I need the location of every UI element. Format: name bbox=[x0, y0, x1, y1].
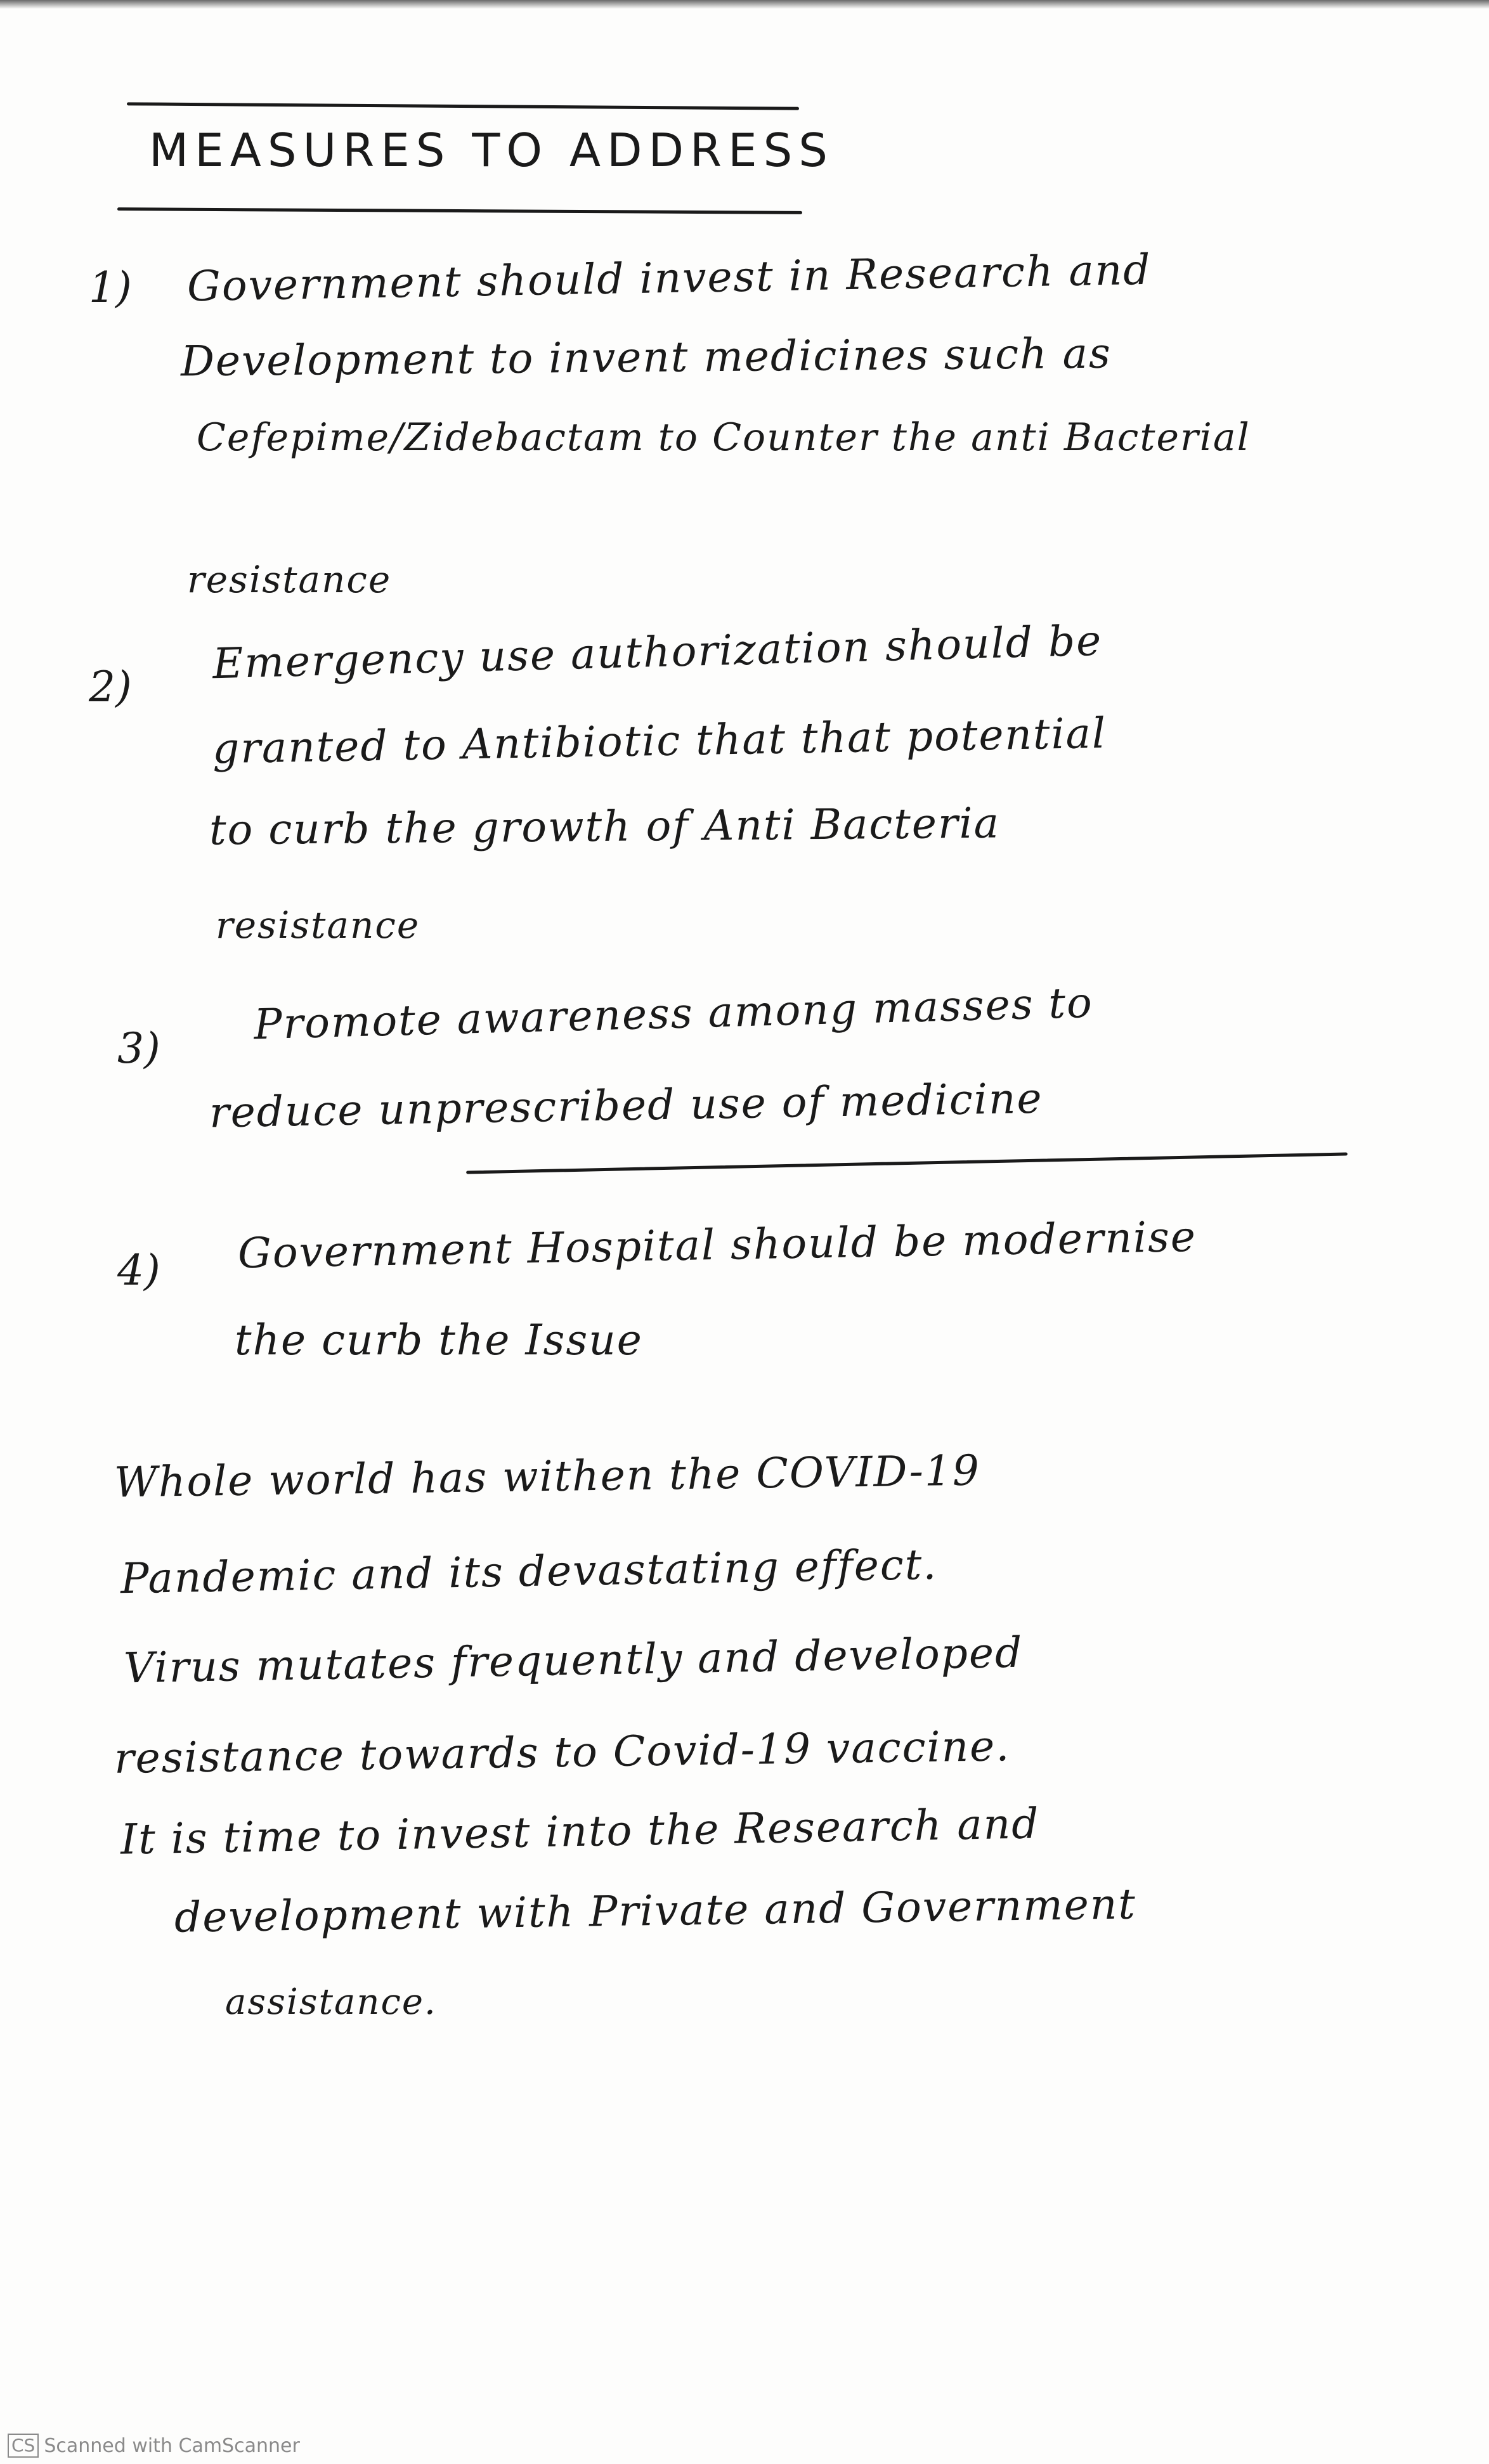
point-1-line-3: Cefepime/Zidebactam to Counter the anti Bacterial bbox=[197, 415, 1251, 460]
point-2-line-2: granted to Antibiotic that that potential bbox=[212, 708, 1107, 774]
conclusion-line-1: Whole world has withen the COVID-19 bbox=[114, 1446, 981, 1507]
point-4-line-1: Government Hospital should be modernise bbox=[237, 1212, 1197, 1278]
scanner-watermark bbox=[8, 2434, 300, 2458]
scan-edge-shadow bbox=[0, 0, 1489, 9]
point-4-number: 4) bbox=[117, 1246, 160, 1295]
point-1-line-4: resistance bbox=[187, 558, 392, 601]
point-1-line-2: Development to invent medicines such as bbox=[180, 328, 1112, 386]
point-2-line-3: to curb the growth of Anti Bacteria bbox=[209, 798, 1001, 855]
scanner-watermark-text: Scanned with CamScanner bbox=[44, 2434, 300, 2457]
camscanner-logo: CS bbox=[8, 2434, 39, 2458]
point-3-line-1: Promote awareness among masses to bbox=[253, 978, 1094, 1049]
point-3-line-2: reduce unprescribed use of medicine bbox=[209, 1073, 1044, 1138]
conclusion-line-7: assistance. bbox=[225, 1981, 437, 2023]
point-2-line-1: Emergency use authorization should be bbox=[212, 616, 1103, 689]
point-3-number: 3) bbox=[117, 1024, 160, 1073]
conclusion-line-2: Pandemic and its devastating effect. bbox=[120, 1540, 938, 1604]
page-title: MEASURES TO ADDRESS bbox=[149, 124, 834, 177]
point-1-line-1: Government should invest in Research and bbox=[186, 245, 1152, 311]
conclusion-line-6: development with Private and Government bbox=[174, 1879, 1137, 1942]
conclusion-line-4: resistance towards to Covid-19 vaccine. bbox=[114, 1722, 1011, 1783]
heading-rule-top bbox=[127, 102, 799, 110]
point-1-number: 1) bbox=[89, 263, 132, 312]
conclusion-line-3: Virus mutates frequently and developed bbox=[123, 1628, 1024, 1693]
heading-rule-bottom bbox=[117, 207, 802, 214]
conclusion-line-5: It is time to invest into the Research and bbox=[120, 1799, 1040, 1864]
point-3-emphasis-underline bbox=[466, 1152, 1348, 1174]
point-2-number: 2) bbox=[89, 663, 132, 711]
point-2-line-4: resistance bbox=[216, 904, 420, 947]
point-4-line-2: the curb the Issue bbox=[235, 1316, 643, 1365]
